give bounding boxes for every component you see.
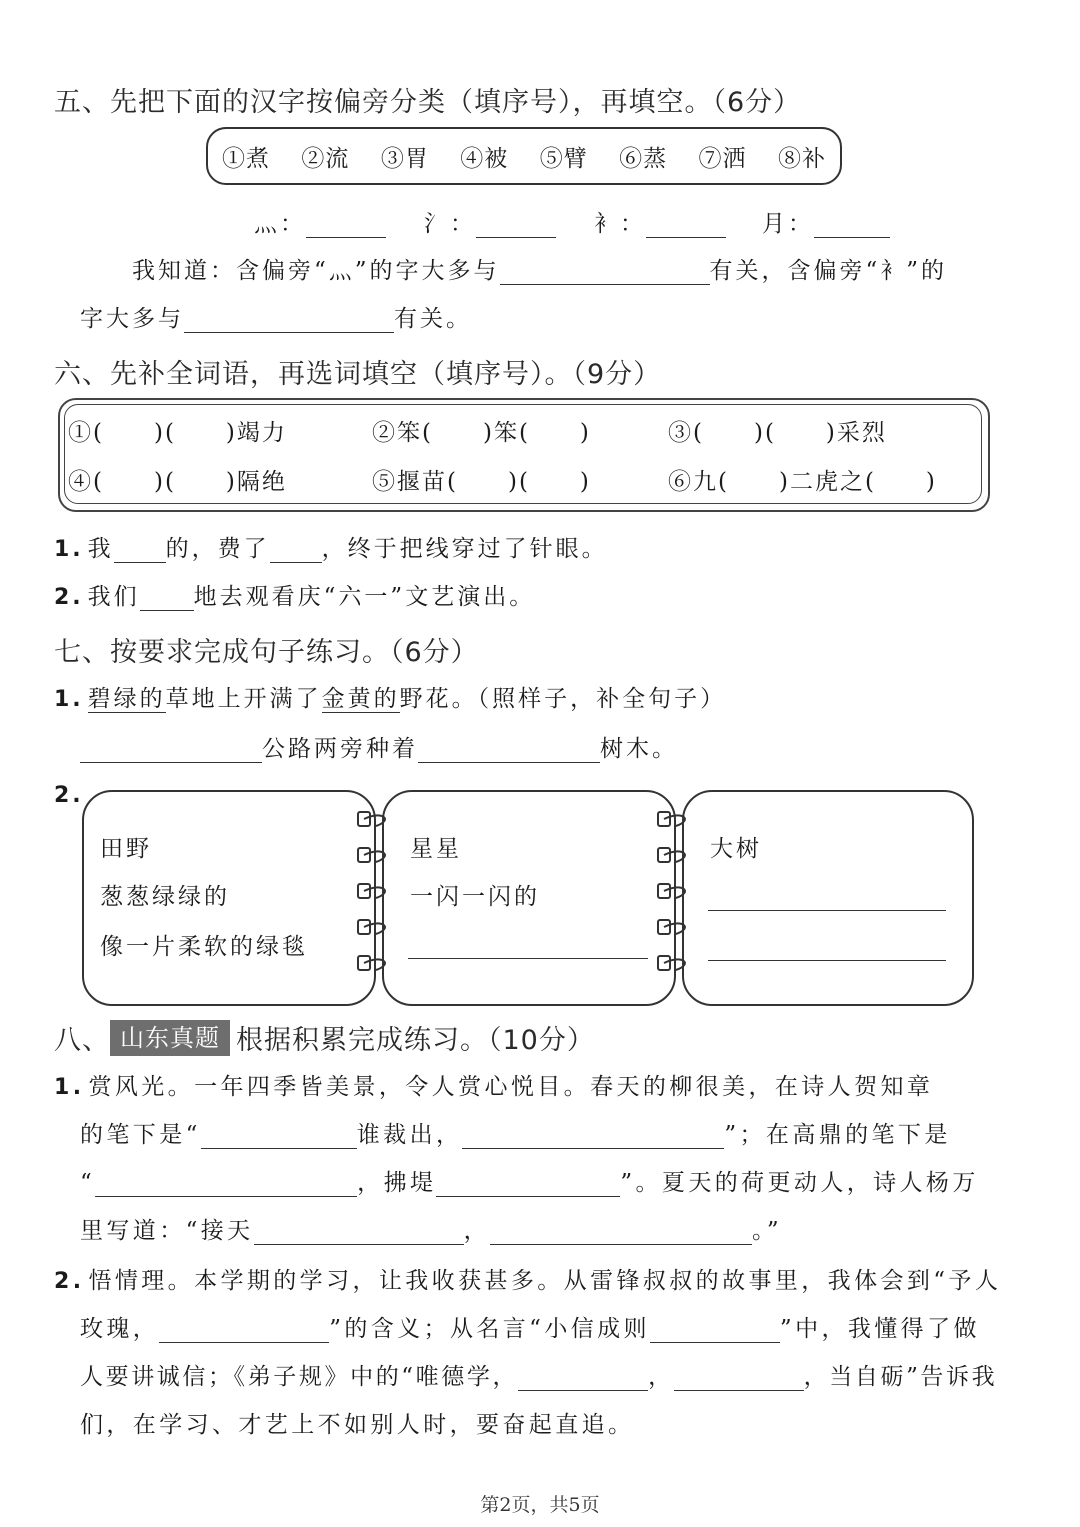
- answer-blank[interactable]: [476, 213, 556, 238]
- answer-blank[interactable]: [80, 738, 262, 763]
- radical-sentence-1: 我知道：含偏旁“灬”的字大多与 有关，含偏旁“衤”的: [132, 258, 948, 284]
- page-footer: 第2页，共5页: [480, 1494, 600, 1516]
- answer-blank[interactable]: [254, 1220, 464, 1245]
- answer-blank[interactable]: [159, 1318, 329, 1343]
- idiom-5: ⑤揠苗( )( ): [372, 469, 591, 495]
- s8-q2-line-1: 2. 悟情理。本学期的学习，让我收获甚多。从雷锋叔叔的故事里，我体会到“予人: [54, 1268, 1002, 1294]
- card-stars-answer-line[interactable]: [408, 958, 648, 959]
- char-item: ④被: [460, 146, 509, 172]
- answer-blank[interactable]: [95, 1172, 357, 1197]
- char-item: ⑤臂: [539, 146, 588, 172]
- char-item: ⑦洒: [698, 146, 747, 172]
- answer-blank[interactable]: [674, 1366, 804, 1391]
- card-tree-answer-line[interactable]: [708, 910, 946, 911]
- s7-question-2-number: 2.: [54, 783, 84, 808]
- card-stars-line-2: 一闪一闪的: [410, 884, 540, 910]
- char-item: ③胃: [380, 146, 429, 172]
- answer-blank[interactable]: [270, 538, 322, 563]
- s8-q1-line-4: 里写道：“接天 ， 。”: [80, 1218, 783, 1244]
- s8-q1-line-1: 1. 赏风光。一年四季皆美景，令人赏心悦目。春天的柳很美，在诗人贺知章: [54, 1074, 934, 1100]
- char-item: ⑥蒸: [619, 146, 668, 172]
- card-fields-line-3: 像一片柔软的绿毯: [100, 934, 308, 960]
- s8-q2-line-3: 人要讲诚信；《弟子规》中的“唯德学， ， ，当自砺”告诉我: [80, 1364, 998, 1390]
- idiom-2: ②笨( )笨( ): [372, 420, 591, 446]
- answer-blank[interactable]: [436, 1172, 620, 1197]
- s6-question-2: 2. 我们 地去观看庆“六一”文艺演出。: [54, 584, 536, 610]
- idiom-1: ①( )( )竭力: [68, 420, 287, 446]
- s8-q1-line-3: “ ，拂堤 ”。夏天的荷更动人，诗人杨万: [80, 1170, 979, 1196]
- s8-q2-line-2: 玫瑰， ”的含义；从名言“小信成则 ”中，我懂得了做: [80, 1316, 980, 1342]
- answer-blank[interactable]: [646, 213, 726, 238]
- radical-clothes: 衤：: [594, 205, 726, 238]
- radical-moon: 月：: [762, 205, 890, 238]
- answer-blank[interactable]: [814, 213, 890, 238]
- s8-q1-line-2: 的笔下是“ 谁裁出， ”；在高鼎的笔下是: [80, 1122, 951, 1148]
- section-5-heading: 五、先把下面的汉字按偏旁分类（填序号），再填空。（6分）: [54, 87, 802, 118]
- character-list: [222, 140, 826, 173]
- answer-blank[interactable]: [490, 1220, 752, 1245]
- card-fields-line-1: 田野: [100, 836, 152, 862]
- answer-blank[interactable]: [518, 1366, 648, 1391]
- section-6-heading: 六、先补全词语，再选词填空（填序号）。（9分）: [54, 359, 662, 390]
- card-stars-line-1: 星星: [410, 836, 462, 862]
- radical-sentence-2: 字大多与 有关。: [80, 306, 472, 332]
- radical-fire: 灬：: [254, 205, 386, 238]
- char-item: ⑧补: [777, 146, 826, 172]
- answer-blank[interactable]: [650, 1318, 780, 1343]
- card-tree-answer-line[interactable]: [708, 960, 946, 961]
- card-fields-line-2: 葱葱绿绿的: [100, 884, 230, 910]
- answer-blank[interactable]: [140, 586, 194, 611]
- card-tree: [682, 790, 974, 1006]
- answer-blank[interactable]: [184, 308, 394, 333]
- answer-blank[interactable]: [418, 738, 600, 763]
- s7-question-1: 1. 碧绿的草地上开满了金黄的野花。（照样子，补全句子）: [54, 686, 727, 712]
- binder-rings-right: [652, 810, 702, 985]
- idiom-4: ④( )( )隔绝: [68, 469, 287, 495]
- answer-blank[interactable]: [462, 1124, 724, 1149]
- answer-blank[interactable]: [500, 260, 710, 285]
- s8-q2-line-4: 们，在学习、才艺上不如别人时，要奋起直追。: [80, 1412, 635, 1438]
- s7-question-1-blank-line: 公路两旁种着 树木。: [80, 730, 678, 763]
- s6-question-1: 1. 我 的，费了 ，终于把线穿过了针眼。: [54, 536, 608, 562]
- char-item: ②流: [301, 146, 350, 172]
- answer-blank[interactable]: [306, 213, 386, 238]
- card-tree-line-1: 大树: [710, 836, 762, 862]
- binder-rings-left: [352, 810, 402, 985]
- answer-blank[interactable]: [201, 1124, 357, 1149]
- source-badge: 山东真题: [110, 1020, 230, 1056]
- idiom-6: ⑥九( )二虎之( ): [668, 469, 937, 495]
- radical-water: 氵：: [424, 205, 556, 238]
- section-7-heading: 七、按要求完成句子练习。（6分）: [54, 637, 479, 668]
- section-8-heading: 八、 山东真题 根据积累完成练习。（10分）: [54, 1018, 595, 1057]
- answer-blank[interactable]: [114, 538, 166, 563]
- char-item: ①煮: [222, 146, 270, 172]
- idiom-3: ③( )( )采烈: [668, 420, 887, 446]
